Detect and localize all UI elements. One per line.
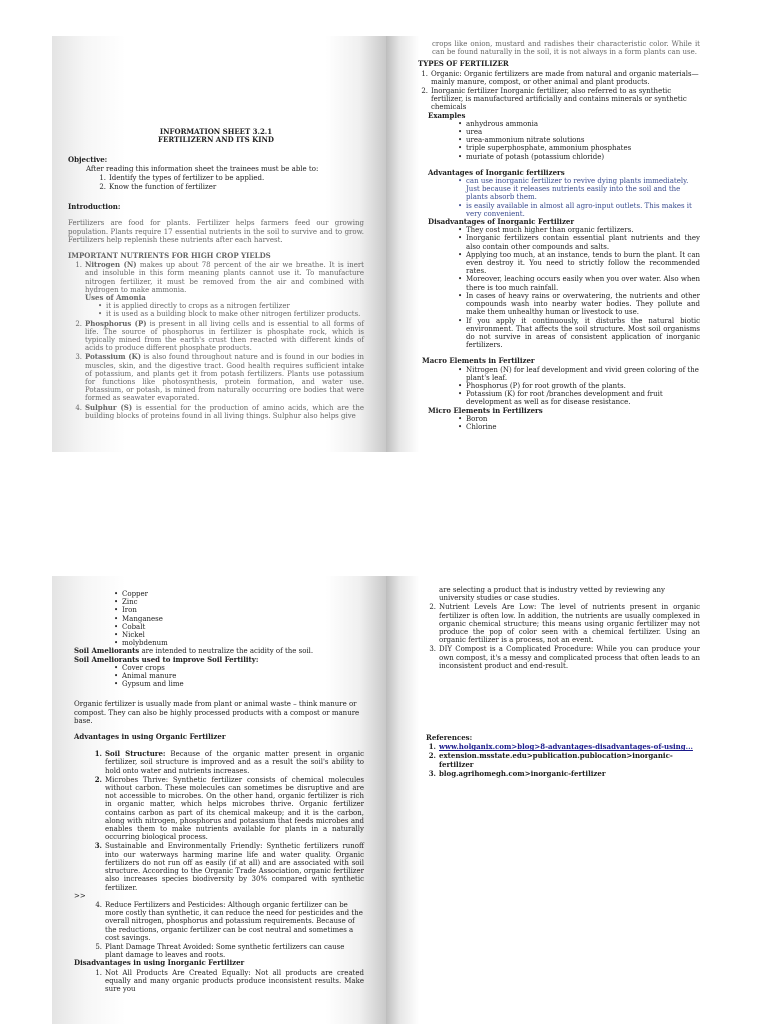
organic-advantage-item: Plant Damage Threat Avoided: Some synthetic fertilizers can cause plant damage to leaves and roots. bbox=[105, 942, 345, 960]
nutrients-heading: IMPORTANT NUTRIENTS FOR HIGH CROP YIELDS bbox=[68, 251, 271, 261]
disadvantage-item: Inorganic fertilizers contain essential plant nutrients and they also contain other compounds and salts. bbox=[466, 234, 700, 251]
organic-disadvantage-item: Nutrient Levels Are Low: The level of nutrients present in organic fertilizer is often low. In addition, the nutrients are usually complexed in organic chemical structure; this means using organic fertilizer may not produce the pop of color seen with a chemical fertilizer. Using an organic fertilizer is a process, not an event. bbox=[439, 603, 700, 645]
example-item: anhydrous ammonia bbox=[466, 119, 539, 128]
macro-item: Nitrogen (N) for leaf development and vivid green coloring of the plant's leaf. bbox=[466, 365, 699, 382]
example-item: urea bbox=[466, 128, 483, 137]
organic-advantages-heading: Advantages in using Organic Fertilizer bbox=[74, 732, 226, 742]
micro-item: Copper bbox=[122, 590, 149, 598]
disadvantage-continued: are selecting a product that is industry vetted by reviewing any university studies or case studies. bbox=[439, 586, 665, 603]
micro-item: Boron bbox=[466, 414, 488, 423]
macro-heading: Macro Elements in Fertilizer bbox=[422, 356, 535, 366]
disadvantage-item: If you apply it continuously, it disturbs the natural biotic environment. That affects the soil structure. Most soil organisms do not survive in areas of consistent application of inorganic fertilizers. bbox=[466, 316, 700, 350]
nutrient-sulphur: Sulphur (S) is essential for the production of amino acids, which are the building blocks of proteins found in all living things. Sulphur also helps give bbox=[85, 402, 365, 420]
organic-disadvantage-item: DIY Compost is a Complicated Procedure: While you can produce your own compost, it's a messy and complicated process that often leads to an inconsistent product and end-result. bbox=[439, 645, 700, 670]
reference-link[interactable]: www.holganix.com>blog>8-advantages-disadvantages-of-using... bbox=[439, 742, 693, 752]
organic-advantage-item: Reduce Fertilizers and Pesticides: Although organic fertilizer can be more costly than synthetic, it can reduce the need for pesticides and the overall nitrogen, phosphorus and potassium requirements. Because of the reductions, organic fertilizer can be cost neutral and sometimes a cost savings. bbox=[105, 900, 363, 942]
soil-ameliorants-text: Soil Ameliorants are intended to neutralize the acidity of the soil. bbox=[74, 646, 314, 656]
page-marker: >> bbox=[74, 891, 86, 900]
micro-item: Iron bbox=[122, 606, 137, 615]
ameliorant-item: Animal manure bbox=[122, 672, 177, 681]
document-page-1: INFORMATION SHEET 3.2.1 FERTILIZERN AND ITS KIND Objective: After reading this information sheet the trainees must be able to: 1. Identify the types of fertilizer to be applied. 2. Know the function of fertilizer Introduction: Fertilizers are food for plants. Fertilizer helps farmers feed our growing population. Plants require 17 essential nutrients in the soil to survive and to grow. Fertilizers help replenish these nutrients after each harvest. IMPORTANT NUTRIENTS FOR HIGH CROP YIELDS 1. Nitrogen (N) makes up about 78 percent of the air we breathe. It is inert and insoluble in this form meaning plants cannot use it. To manufacture nitrogen fertilizer, it must be removed from the air and combined with hydrogen to make ammonia. Uses of Amonia • it is applied directly to crops as a nitrogen fertilizer • it is used as a building block to make other nitrogen fertilizer products. 2. Phosphorus (P) is present in all living cells and is essential to all forms of life. The source of phosphorus in fertilizer is phosphate rock, which is typically mined from the earth's crust then reacted with different kinds of acids to produce different phosphate products. 3. Potassium (K) is also found throughout nature and is found in our bodies in muscles, skin, and the digestive tract. Good health requires sufficient intake of potassium, and plants get it from potash fertilizers. Plants use potassium for functions like photosynthesis, protein formation, and water use. Potassium, or potash, is mined from naturally occurring ore bodies that were formed as seawater evaporated. 4. Sulphur (S) is essential for the production of amino acids, which are the building blocks of proteins found in all living things. Sulphur also helps give bbox=[52, 36, 386, 452]
micro-item: Cobalt bbox=[122, 622, 146, 631]
ammonia-use-item: it is applied directly to crops as a nitrogen fertilizer bbox=[106, 302, 290, 311]
objective-label: Objective: bbox=[68, 155, 108, 165]
advantage-item: can use inorganic fertilizer to revive dying plants immediately. Just because it releases nutrients easily into the soil and the plants absorb them. bbox=[466, 177, 689, 202]
macro-item: Phosphorus (P) for root growth of the plants. bbox=[466, 381, 626, 390]
objective-item: Identify the types of fertilizer to be applied. bbox=[109, 173, 265, 182]
objective-text: After reading this information sheet the trainees must be able to: bbox=[86, 164, 319, 173]
examples-label: Examples bbox=[428, 110, 466, 120]
micro-item: Chlorine bbox=[466, 422, 497, 431]
ameliorant-item: Cover crops bbox=[122, 663, 165, 672]
objective-item: Know the function of fertilizer bbox=[109, 183, 217, 192]
document-page-4: are selecting a product that is industry vetted by reviewing any university studies or case studies. 2. Nutrient Levels Are Low: The level of nutrients present in organic fertilizer is often low. In addition, the nutrients are usually complexed in organic chemical structure; this means using organic fertilizer may not produce the pop of color seen with a chemical fertilizer. Using an organic fertilizer is a process, not an event. 3. DIY Compost is a Complicated Procedure: While you can produce your own compost, it's a messy and complicated process that often leads to an inconsistent product and end-result. References: 1. www.holganix.com>blog>8-advantages-disadvantages-of-using... 2. extension.msstate.edu>publication.publocation>inorganic-fertilizer 3. blog.agrihomegh.com>inorganic-fertilizer bbox=[386, 576, 720, 1024]
example-item: muriate of potash (potassium chloride) bbox=[466, 152, 605, 161]
advantage-item: is easily available in almost all agro-input outlets. This makes it very convenient. bbox=[466, 201, 692, 218]
disadvantage-item: They cost much higher than organic fertilizers. bbox=[466, 226, 634, 235]
organic-disadvantage-item: Not All Products Are Created Equally: Not all products are created equally and many organic products produce inconsistent results. Make sure you bbox=[105, 968, 364, 993]
sheet-title: INFORMATION SHEET 3.2.1 bbox=[159, 127, 273, 136]
type-inorganic: Inorganic fertilizer Inorganic fertilizer, also referred to as synthetic fertilizer, is manufactured artificially and contains minerals or synthetic chemicals bbox=[431, 87, 687, 112]
sulphur-continued: crops like onion, mustard and radishes their characteristic color. While it can be found naturally in the soil, it is not always in a form plants can use. bbox=[432, 40, 700, 57]
disadvantage-item: Applying too much, at an instance, tends to burn the plant. It can even destroy it. You need to strictly follow the recommended rates. bbox=[466, 250, 700, 276]
organic-disadvantages-heading: Disadvantages in using Inorganic Fertilizer bbox=[74, 958, 245, 968]
inorganic-disadvantages-heading: Disadvantages of Inorganic Fertilizer bbox=[428, 217, 575, 227]
ameliorant-item: Gypsum and lime bbox=[122, 680, 184, 689]
nutrient-phosphorus: Phosphorus (P) is present in all living cells and is essential to all forms of life. The source of phosphorus in fertilizer is phosphate rock, which is typically mined from the earth's crust then reacted with different kinds of acids to produce different phosphate products. bbox=[85, 318, 364, 353]
disadvantage-item: In cases of heavy rains or overwatering, the nutrients and other compounds wash into nearby water bodies. They pollute and make them unhealthy human or livestock to use. bbox=[466, 291, 700, 317]
reference-link[interactable]: blog.agrihomegh.com>inorganic-fertilizer bbox=[439, 768, 606, 778]
intro-label: Introduction: bbox=[68, 202, 121, 212]
organic-advantage-item: Soil Structure: Because of the organic matter present in organic fertilizer, soil structure is improved and as a result the soil's ability to hold onto water and nutrients increases. bbox=[105, 749, 364, 775]
type-organic: Organic: Organic fertilizers are made from natural and organic materials—mainly manure, compost, or other animal and plant products. bbox=[431, 69, 699, 86]
soil-ameliorants-heading: Soil Ameliorants used to improve Soil Fertility: bbox=[74, 654, 259, 664]
example-item: triple superphosphate, ammonium phosphates bbox=[466, 144, 632, 153]
micro-heading: Micro Elements in Fertilizers bbox=[428, 405, 543, 415]
document-page-2: crops like onion, mustard and radishes their characteristic color. While it can be found naturally in the soil, it is not always in a form plants can use. TYPES OF FERTILIZER 1. Organic: Organic fertilizers are made from natural and organic materials—mainly manure, compost, or other animal and plant products. 2. Inorganic fertilizer Inorganic fertilizer, also referred to as synthetic fertilizer, is manufactured artificially and contains minerals or synthetic chemicals Examples • anhydrous ammonia • urea • urea-ammonium nitrate solutions • triple superphosphate, ammonium phosphates • muriate of potash (potassium chloride) Advantages of Inorganic fertilizers • can use inorganic fertilizer to revive dying plants immediately. Just because it releases nutrients easily into the soil and the plants absorb them. • is easily available in almost all agro-input outlets. This makes it very convenient. Disadvantages of Inorganic Fertilizer • They cost much higher than organic fertilizers. • Inorganic fertilizers contain essential plant nutrients and they also contain other compounds and salts. • Applying too much, at an instance, tends to burn the plant. It can even destroy it. You need to strictly follow the recommended rates. • Moreover, leaching occurs easily when you over water. Also when there is too much rainfall. • In cases of heavy rains or overwatering, the nutrients and other compounds wash into nearby water bodies. They pollute and make them unhealthy human or livestock to use. • If you apply it continuously, it disturbs the natural biotic environment. That affects the soil structure. Most soil organisms do not survive in areas of consistent application of inorganic fertilizers. Macro Elements in Fertilizer • Nitrogen (N) for leaf development and vivid green coloring of the plant's leaf. • Phosphorus (P) for root growth of the plants. • Potassium (K) for root /branches development and fruit development as well as for disease resistance. Micro Elements in Fertilizers • Boron • Chlorine bbox=[386, 36, 720, 452]
references-heading: References: bbox=[426, 733, 473, 743]
micro-item: Zinc bbox=[122, 598, 138, 607]
document-page-3: • Copper • Zinc • Iron • Manganese • Cobalt • Nickel • molybdenum Soil Ameliorants are intended to neutralize the acidity of the soil. Soil Ameliorants used to improve Soil Fertility: • Cover crops • Animal manure • Gypsum and lime Organic fertilizer is usually made from plant or animal waste – think manure or compost. They can also be highly processed products with a compost or manure base. Advantages in using Organic Fertilizer 1. Soil Structure: Because of the organic matter present in organic fertilizer, soil structure is improved and as a result the soil's ability to hold onto water and nutrients increases. 2. Microbes Thrive: Synthetic fertilizer consists of chemical molecules without carbon. These molecules can sometimes be disruptive and are not accessible to microbes. On the other hand, organic fertilizer is rich in organic matter, which helps microbes thrive. Organic fertilizer contains carbon as part of its chemical makeup; and it is the carbon, along with nitrogen, phosphorus and potassium that feeds microbes and enables them to make nutrients available for plants in a naturally occurring biological process. 3. Sustainable and Environmentally Friendly: Synthetic fertilizers runoff into our waterways harming marine life and water quality. Organic fertilizers do not run off as easily (if at all) and are associated with soil structure. According to the Organic Trade Association, organic fertilizer also increases species biodiversity by 30% compared with synthetic fertilizer. >> 4. Reduce Fertilizers and Pesticides: Although organic fertilizer can be more costly than synthetic, it can reduce the need for pesticides and the overall nitrogen, phosphorus and potassium requirements. Because of the reductions, organic fertilizer can be cost neutral and sometimes a cost savings. 5. Plant Damage Threat Avoided: Some synthetic fertilizers can cause plant damage to leaves and roots. Disadvantages in using Inorganic Fertilizer 1. Not All Products Are Created Equally: Not all products are created equally and many organic products produce inconsistent results. Make sure you bbox=[52, 576, 386, 1024]
disadvantage-item: Moreover, leaching occurs easily when you over water. Also when there is too much rainfall. bbox=[466, 275, 700, 292]
micro-item: Nickel bbox=[122, 631, 145, 640]
organic-advantage-item: Sustainable and Environmentally Friendly: Synthetic fertilizers runoff into our waterways harming marine life and water quality. Organic fertilizers do not run off as easily (if at all) and are associated with soil structure. According to the Organic Trade Association, organic fertilizer also increases species biodiversity by 30% compared with synthetic fertilizer. bbox=[105, 842, 364, 892]
organic-fertilizer-paragraph: Organic fertilizer is usually made from plant or animal waste – think manure or compost. They can also be highly processed products with a compost or manure base. bbox=[74, 700, 360, 725]
reference-link[interactable]: extension.msstate.edu>publication.publocation>inorganic-fertilizer bbox=[439, 751, 673, 769]
types-heading: TYPES OF FERTILIZER bbox=[418, 59, 509, 69]
sheet-subtitle: FERTILIZERN AND ITS KIND bbox=[158, 135, 274, 145]
ammonia-use-item: it is used as a building block to make other nitrogen fertilizer products. bbox=[106, 310, 361, 319]
ammonia-uses-label: Uses of Amonia bbox=[85, 293, 146, 303]
intro-text: Fertilizers are food for plants. Fertilizer helps farmers feed our growing population. Plants require 17 essential nutrients in the soil to survive and to grow. Fertilizers help replenish these nutrients after each harvest. bbox=[68, 219, 364, 244]
example-item: urea-ammonium nitrate solutions bbox=[466, 136, 585, 145]
micro-item: molybdenum bbox=[122, 639, 168, 648]
macro-item: Potassium (K) for root /branches development and fruit development as well as for disease resistance. bbox=[466, 390, 663, 407]
nutrient-nitrogen: Nitrogen (N) makes up about 78 percent of the air we breathe. It is inert and insoluble in this form meaning plants cannot use it. To manufacture nitrogen fertilizer, it must be removed from the air and combined with hydrogen to make ammonia. bbox=[85, 260, 364, 294]
organic-advantage-item: Microbes Thrive: Synthetic fertilizer consists of chemical molecules without carbon. These molecules can sometimes be disruptive and are not accessible to microbes. On the other hand, organic fertilizer is rich in organic matter, which helps microbes thrive. Organic fertilizer contains carbon as part of its chemical makeup; and it is the carbon, along with nitrogen, phosphorus and potassium that feeds microbes and enables them to make nutrients available for plants in a naturally occurring biological process. bbox=[105, 775, 364, 842]
inorganic-advantages-heading: Advantages of Inorganic fertilizers bbox=[428, 167, 565, 177]
micro-item: Manganese bbox=[122, 614, 163, 623]
nutrient-potassium: Potassium (K) is also found throughout nature and is found in our bodies in muscles, skin, and the digestive tract. Good health requires sufficient intake of potassium, and plants get it from potash fertilizers. Plants use potassium for functions like photosynthesis, protein formation, and water use. Potassium, or potash, is mined from naturally occurring ore bodies that were formed as seawater evaporated. bbox=[85, 352, 364, 403]
